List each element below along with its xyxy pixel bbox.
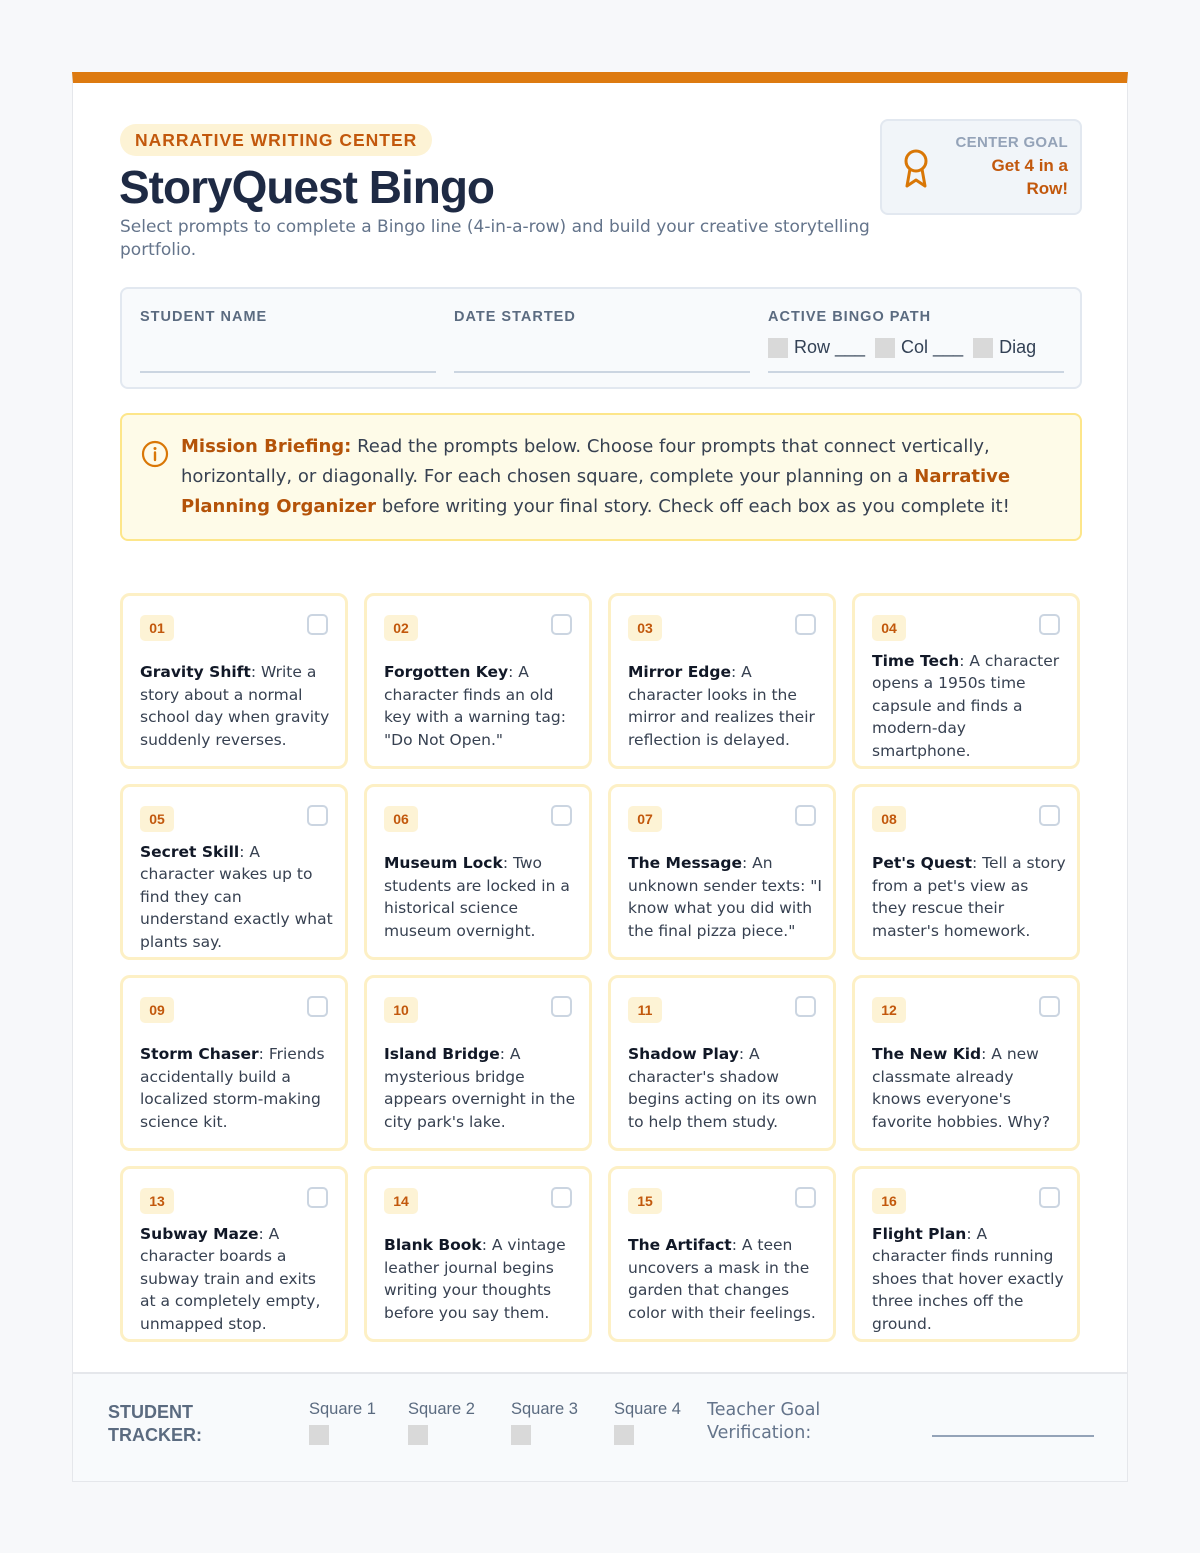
info-icon: [141, 440, 169, 468]
card-title: Secret Skill: [140, 842, 240, 861]
card-title: Shadow Play: [628, 1045, 739, 1063]
card-prompt: [872, 1038, 1066, 1138]
student-name-field[interactable]: [140, 309, 436, 325]
tracker-square-2: [408, 1400, 475, 1445]
card-text: : A character boards a subway train and exits at a completely empty, unmapped stop.: [140, 1224, 321, 1333]
card-title: The New Kid: [872, 1045, 982, 1063]
card-checkbox[interactable]: [307, 996, 328, 1017]
card-title: Time Tech: [872, 651, 960, 670]
card-number: 15: [628, 1188, 662, 1214]
card-prompt: [384, 1229, 578, 1329]
card-number: 06: [384, 806, 418, 832]
student-info-panel: [120, 287, 1082, 389]
goal-text: Get 4 in a Row!: [991, 156, 1068, 198]
card-checkbox[interactable]: [795, 1187, 816, 1208]
center-goal-card: [880, 119, 1082, 215]
path-col-label: Col ___: [901, 337, 964, 357]
card-text: : A character's shadow begins acting on its own to help them study.: [628, 1045, 817, 1131]
card-title: Gravity Shift: [140, 663, 251, 681]
briefing-highlight: Narrative Planning Organizer: [181, 466, 1011, 517]
card-text: : A mysterious bridge appears overnight in the city park's lake.: [384, 1045, 576, 1131]
tracker-square-label: Square 3: [511, 1400, 578, 1418]
card-text: : A new classmate already knows everyone's favorite hobbies. Why?: [872, 1045, 1051, 1131]
card-checkbox[interactable]: [307, 614, 328, 635]
date-started-field[interactable]: [454, 309, 750, 325]
card-prompt: [872, 651, 1066, 760]
card-number: 16: [872, 1188, 906, 1214]
card-checkbox[interactable]: [551, 996, 572, 1017]
briefing-body-1: Read the prompts below. Choose four prompts that connect vertically, horizontally, or diagonally. For each chosen square, complete your planning on a: [181, 436, 990, 487]
card-number: 12: [872, 997, 906, 1023]
card-checkbox[interactable]: [307, 805, 328, 826]
card-number: 09: [140, 997, 174, 1023]
bingo-card[interactable]: [608, 593, 836, 769]
teacher-verification-label: Teacher Goal Verification:: [707, 1400, 821, 1443]
briefing-text: [181, 432, 1061, 522]
bingo-card[interactable]: [608, 784, 836, 960]
card-title: Forgotten Key: [384, 663, 509, 681]
date-started-line: [454, 371, 750, 373]
tracker-title: STUDENT TRACKER:: [108, 1402, 202, 1445]
card-number: 08: [872, 806, 906, 832]
card-number: 02: [384, 615, 418, 641]
tracker-checkbox[interactable]: [408, 1425, 428, 1445]
card-checkbox[interactable]: [795, 805, 816, 826]
card-checkbox[interactable]: [551, 805, 572, 826]
card-text: : A character finds running shoes that hover exactly three inches off the ground.: [872, 1224, 1064, 1333]
active-bingo-path-label: ACTIVE BINGO PATH: [768, 309, 932, 325]
card-text: : Friends accidentally build a localized storm-making science kit.: [140, 1045, 325, 1131]
bingo-card[interactable]: [364, 975, 592, 1151]
center-category-pill: NARRATIVE WRITING CENTER: [120, 124, 432, 156]
card-title: Flight Plan: [872, 1224, 967, 1243]
card-prompt: [384, 847, 578, 947]
card-title: The Artifact: [628, 1236, 732, 1254]
card-checkbox[interactable]: [307, 1187, 328, 1208]
student-name-label: STUDENT NAME: [140, 309, 268, 325]
bingo-card[interactable]: [608, 975, 836, 1151]
card-prompt: [628, 1229, 822, 1329]
bingo-card[interactable]: [120, 1166, 348, 1342]
card-number: 05: [140, 806, 174, 832]
card-text: : Two students are locked in a historical science museum overnight.: [384, 854, 570, 940]
card-prompt: [628, 1038, 822, 1138]
card-text: : A character finds an old key with a warning tag: "Do Not Open.": [384, 663, 566, 749]
card-title: Pet's Quest: [872, 854, 973, 872]
card-prompt: [140, 656, 334, 756]
bingo-grid: [120, 593, 1082, 1343]
path-col-checkbox[interactable]: [875, 338, 895, 358]
date-started-label: DATE STARTED: [454, 309, 576, 325]
card-text: : A character looks in the mirror and realizes their reflection is delayed.: [628, 663, 815, 749]
card-prompt: [872, 1224, 1066, 1333]
card-checkbox[interactable]: [795, 996, 816, 1017]
card-prompt: [140, 842, 334, 951]
mission-briefing: [120, 413, 1082, 541]
card-title: Island Bridge: [384, 1045, 500, 1063]
card-checkbox[interactable]: [551, 614, 572, 635]
worksheet-page: [72, 72, 1128, 1482]
card-checkbox[interactable]: [795, 614, 816, 635]
bingo-card[interactable]: [120, 784, 348, 960]
bingo-card[interactable]: [608, 1166, 836, 1342]
tracker-square-label: Square 4: [614, 1400, 681, 1418]
card-prompt: [384, 656, 578, 756]
card-prompt: [140, 1224, 334, 1333]
card-number: 04: [872, 615, 906, 641]
card-prompt: [628, 847, 822, 947]
card-number: 10: [384, 997, 418, 1023]
tracker-square-4: [614, 1400, 681, 1445]
card-checkbox[interactable]: [1039, 805, 1060, 826]
tracker-square-3: [511, 1400, 578, 1445]
card-prompt: [140, 1038, 334, 1138]
bingo-card[interactable]: [852, 975, 1080, 1151]
card-prompt: [872, 847, 1066, 947]
tracker-checkbox[interactable]: [511, 1425, 531, 1445]
active-bingo-path-line: [768, 371, 1064, 373]
card-text: : An unknown sender texts: "I know what you did with the final pizza piece.": [628, 854, 822, 940]
path-diag-checkbox[interactable]: [973, 338, 993, 358]
path-diag-label: Diag: [999, 337, 1037, 357]
card-text: : Write a story about a normal school day when gravity suddenly reverses.: [140, 663, 330, 749]
goal-label: CENTER GOAL: [955, 134, 1068, 151]
bingo-card[interactable]: [364, 1166, 592, 1342]
card-text: : A vintage leather journal begins writing your thoughts before you say them.: [384, 1236, 566, 1322]
bingo-card[interactable]: [852, 1166, 1080, 1342]
student-tracker: [73, 1372, 1127, 1481]
bingo-card[interactable]: [120, 975, 348, 1151]
tracker-checkbox[interactable]: [614, 1425, 634, 1445]
card-prompt: [628, 656, 822, 756]
tracker-square-label: Square 1: [309, 1400, 376, 1418]
card-title: The Message: [628, 854, 742, 872]
page-subtitle: Select prompts to complete a Bingo line (4-in-a-row) and build your creative storytelling portfolio.: [120, 217, 870, 260]
card-checkbox[interactable]: [1039, 996, 1060, 1017]
card-number: 07: [628, 806, 662, 832]
tracker-square-1: [309, 1400, 376, 1445]
tracker-checkbox[interactable]: [309, 1425, 329, 1445]
card-number: 13: [140, 1188, 174, 1214]
card-text: : A character opens a 1950s time capsule and finds a modern-day smartphone.: [872, 651, 1060, 760]
card-text: : Tell a story from a pet's view as they rescue their master's homework.: [872, 854, 1066, 940]
active-bingo-path-field: [768, 309, 1064, 357]
briefing-lead: Mission Briefing:: [181, 436, 352, 457]
tracker-square-label: Square 2: [408, 1400, 475, 1418]
student-name-line: [140, 371, 436, 373]
bingo-card[interactable]: [852, 784, 1080, 960]
card-number: 03: [628, 615, 662, 641]
card-checkbox[interactable]: [1039, 1187, 1060, 1208]
ribbon-award-icon: [900, 148, 932, 190]
path-row-checkbox[interactable]: [768, 338, 788, 358]
briefing-body-2: before writing your final story. Check off each box as you complete it!: [376, 496, 1010, 517]
card-number: 01: [140, 615, 174, 641]
teacher-signature-line[interactable]: [932, 1435, 1094, 1437]
bingo-card[interactable]: [364, 593, 592, 769]
card-text: : A teen uncovers a mask in the garden that changes color with their feelings.: [628, 1236, 816, 1322]
page-title: StoryQuest Bingo: [119, 161, 495, 213]
card-title: Storm Chaser: [140, 1045, 259, 1063]
card-title: Subway Maze: [140, 1224, 259, 1243]
card-title: Museum Lock: [384, 854, 503, 872]
card-number: 14: [384, 1188, 418, 1214]
bingo-card[interactable]: [364, 784, 592, 960]
card-checkbox[interactable]: [1039, 614, 1060, 635]
card-number: 11: [628, 997, 662, 1023]
card-prompt: [384, 1038, 578, 1138]
card-title: Blank Book: [384, 1236, 482, 1254]
bingo-card[interactable]: [120, 593, 348, 769]
card-checkbox[interactable]: [551, 1187, 572, 1208]
bingo-card[interactable]: [852, 593, 1080, 769]
path-row-label: Row ___: [794, 337, 866, 357]
card-text: : A character wakes up to find they can understand exactly what plants say.: [140, 842, 333, 951]
card-title: Mirror Edge: [628, 663, 732, 681]
